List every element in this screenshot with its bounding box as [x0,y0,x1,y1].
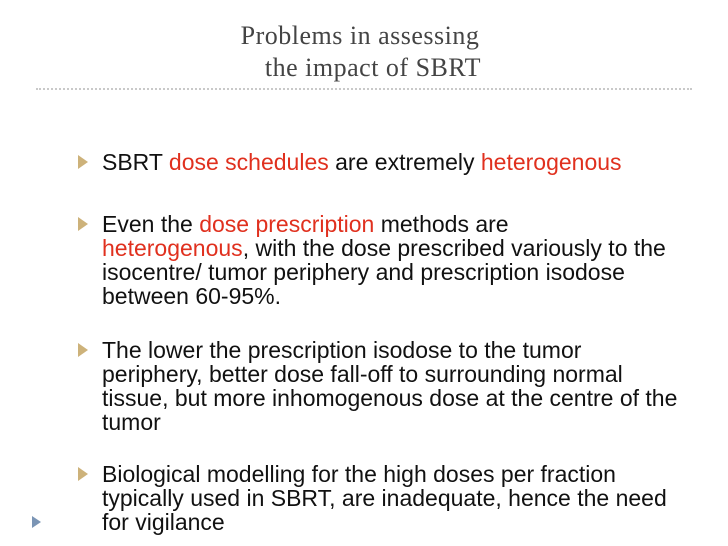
bullet-text-segment: SBRT [102,149,169,175]
bullet-text-segment: methods are [380,211,509,237]
highlighted-term: dose schedules [168,149,329,175]
bullet-text [102,338,714,434]
bullet-text-segment: The lower the prescription isodose to the tumor periphery, better dose fall-off to surrounding normal tissue, but more inhomogenous dose at the centre of the tumor [102,337,678,435]
bullet-triangle-icon [78,217,88,231]
bullet-text-segment: Even the [102,211,200,237]
highlighted-term: dose prescription [199,211,375,237]
bullet-text [102,462,714,534]
bullet-text-segment: are extremely [328,149,481,175]
bullet-triangle-icon [78,155,88,169]
highlighted-term: heterogenous [480,149,622,175]
slide-corner-triangle-icon [32,516,41,528]
bullet-text-segment: Biological modelling for the high doses per fraction typically used in SBRT, are inadequate, hence the need for vigilance [102,461,667,535]
slide-title [150,20,570,84]
bullet-text [102,150,714,174]
bullet-text [102,212,714,308]
highlighted-term: heterogenous [102,235,243,261]
bullet-triangle-icon [78,467,88,481]
title-divider [36,88,692,90]
slide-title-line1: Problems in assessing [240,21,480,50]
slide-title-line2: the impact of SBRT [264,53,482,82]
bullet-text-segment: , with the dose prescribed variously to the isocentre/ tumor periphery and prescription isodose between 60-95%. [102,235,666,309]
bullet-triangle-icon [78,343,88,357]
